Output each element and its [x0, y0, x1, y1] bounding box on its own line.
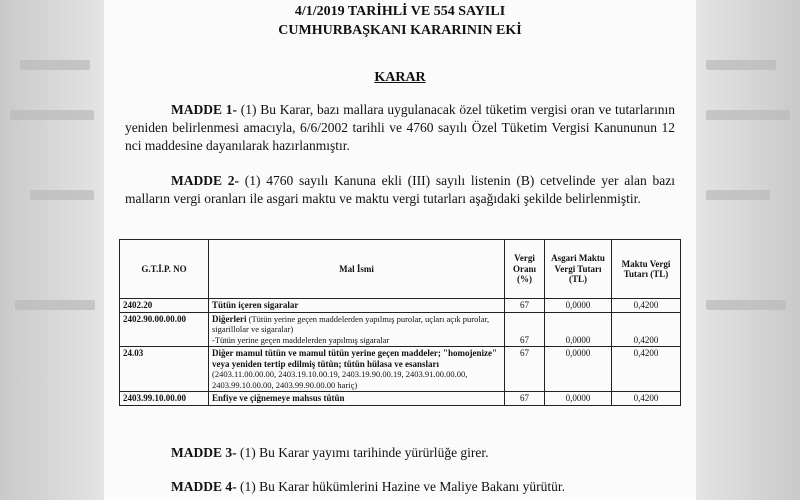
rate-cell: 67	[505, 299, 545, 313]
maktu-cell: 0,4200	[612, 299, 681, 313]
mal-ismi-note: (Tütün yerine geçen maddelerden yapılmış purolar, uçları açık purolar, sigarillolar ve sigaralar)	[212, 313, 490, 334]
madde-2-text: (1) 4760 sayılı Kanuna ekli (III) sayılı listenin (B) cetvelinde yer alan bazı malların vergi oranları ile asgari maktu ve maktu vergi tutarları aşağıdaki şekilde belirlenmiştir.	[125, 173, 675, 206]
gtip-cell: 24.03	[120, 347, 209, 392]
mal-ismi-cell	[209, 347, 505, 392]
karar-title: KARAR	[374, 70, 426, 85]
blurred-left-margin	[0, 0, 104, 500]
madde-2-label: MADDE 2-	[171, 173, 239, 188]
madde-1-label: MADDE 1-	[171, 102, 237, 117]
rate-cell: 67	[505, 392, 545, 406]
mal-ismi-note: (2403.11.00.00.00, 2403.19.10.00.19, 2403.19.90.00.19, 2403.91.00.00.00, 2403.99.10.00.00, 2403.99.90.00.00 hariç)	[212, 369, 468, 390]
madde-3-label: MADDE 3-	[171, 445, 237, 460]
mal-ismi-subitem: -Tütün yerine geçen maddelerden yapılmış sigaralar	[212, 334, 390, 345]
gtip-cell: 2403.99.10.00.00	[120, 392, 209, 406]
blurred-right-margin	[696, 0, 800, 500]
header-vergi-orani: Vergi Oranı (%)	[505, 240, 545, 299]
madde-3-text: (1) Bu Karar yayımı tarihinde yürürlüğe girer.	[236, 445, 489, 460]
blurred-text-line	[10, 110, 94, 120]
header-gtip: G.T.İ.P. NO	[120, 240, 209, 299]
header-maktu: Maktu Vergi Tutarı (TL)	[612, 240, 681, 299]
rate-cell: 67	[505, 312, 545, 347]
blurred-text-line	[706, 60, 776, 70]
table-header-row	[120, 240, 681, 299]
blurred-text-line	[706, 190, 770, 200]
document-page	[104, 0, 696, 500]
madde-2	[125, 172, 675, 208]
maktu-cell: 0,4200	[612, 312, 681, 347]
gtip-cell: 2402.90.00.00.00	[120, 312, 209, 347]
mal-ismi-cell	[209, 312, 505, 347]
asgari-cell: 0,0000	[545, 392, 612, 406]
maktu-cell: 0,4200	[612, 347, 681, 392]
tax-table	[119, 239, 681, 406]
madde-4	[125, 478, 675, 496]
header-line-1: 4/1/2019 TARİHLİ VE 554 SAYILI	[294, 4, 506, 19]
table-row	[120, 312, 681, 347]
rate-cell: 67	[505, 347, 545, 392]
gtip-cell: 2402.20	[120, 299, 209, 313]
asgari-cell: 0,0000	[545, 347, 612, 392]
header-mal-ismi: Mal İsmi	[209, 240, 505, 299]
madde-1-text: (1) Bu Karar, bazı mallara uygulanacak özel tüketim vergisi oran ve tutarlarının yeniden belirlenmesi amacıyla, 6/6/2002 tarihli ve 4760 sayılı Özel Tüketim Vergisi Kanununun 12 nci maddesine dayanılarak hazırlanmıştır.	[125, 102, 675, 153]
madde-1	[125, 101, 675, 155]
blurred-text-line	[30, 190, 94, 200]
mal-ismi-cell: Enfiye ve çiğnemeye mahsus tütün	[209, 392, 505, 406]
blurred-text-line	[15, 300, 95, 310]
header-line-2: CUMHURBAŞKANI KARARININ EKİ	[278, 23, 522, 38]
mal-ismi-bold: Diğerleri	[212, 313, 247, 324]
madde-4-text: (1) Bu Karar hükümlerini Hazine ve Maliye Bakanı yürütür.	[236, 479, 566, 494]
mal-ismi-cell: Tütün içeren sigaralar	[209, 299, 505, 313]
header-asgari-maktu: Asgari Maktu Vergi Tutarı (TL)	[545, 240, 612, 299]
table-row	[120, 392, 681, 406]
maktu-cell: 0,4200	[612, 392, 681, 406]
blurred-text-line	[20, 60, 90, 70]
blurred-text-line	[706, 110, 790, 120]
asgari-cell: 0,0000	[545, 299, 612, 313]
blurred-text-line	[706, 300, 786, 310]
table-row	[120, 299, 681, 313]
table-row	[120, 347, 681, 392]
mal-ismi-bold: Diğer mamul tütün ve mamul tütün yerine geçen maddeler; "homojenize" veya yeniden tertip edilmiş tütün; tütün hülasa ve esansları	[212, 348, 498, 369]
asgari-cell: 0,0000	[545, 312, 612, 347]
madde-3	[125, 444, 675, 462]
madde-4-label: MADDE 4-	[171, 479, 237, 494]
